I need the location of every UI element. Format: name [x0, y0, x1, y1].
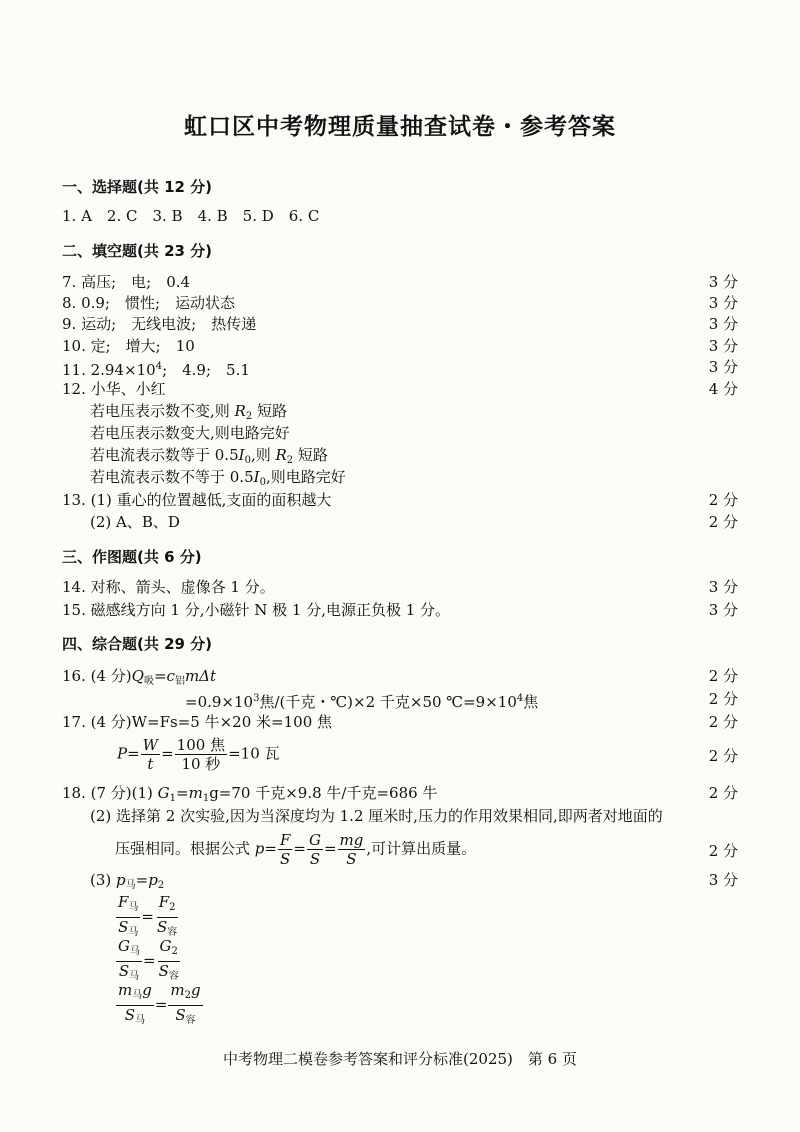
- score: 3 分: [708, 337, 738, 355]
- den-sub: 马: [129, 971, 140, 982]
- den: S: [118, 918, 129, 936]
- frac-den: 10 秒: [181, 755, 221, 773]
- section-heading-drawing: 三、作图题(共 6 分): [62, 548, 202, 566]
- score: 3 分: [708, 273, 738, 291]
- score: 2 分: [708, 842, 738, 860]
- answer-q10: [62, 335, 738, 357]
- num: m: [170, 981, 185, 999]
- q12-r2: R: [275, 446, 287, 464]
- answer-text: 14. 对称、箭头、虚像各 1 分。: [62, 578, 275, 596]
- q16-q-sub: 吸: [143, 676, 154, 687]
- frac-num: F: [279, 831, 291, 849]
- score: 2 分: [708, 667, 738, 685]
- q16-l2a: =0.9×10: [185, 693, 254, 711]
- num: F: [158, 893, 170, 911]
- num-sub: 马: [132, 990, 143, 1001]
- score: 2 分: [708, 784, 738, 802]
- answer-text: 10. 定; 增大; 10: [62, 337, 195, 355]
- answer-q18-line4: [62, 869, 738, 891]
- q17-res: =10 瓦: [228, 744, 280, 763]
- frac-num: W: [142, 736, 159, 754]
- q12-i: I: [238, 446, 245, 464]
- q12-l2: 若电压表示数变大,则电路完好: [90, 424, 290, 442]
- q18-g: G: [157, 784, 170, 802]
- q16-pre: 16. (4 分): [62, 667, 132, 685]
- q16-l2-exp2: 4: [516, 693, 524, 704]
- answer-q12-line2: [90, 422, 738, 444]
- q12-r2-sub: 2: [286, 455, 294, 466]
- q18-g-sub: 1: [169, 793, 177, 804]
- q16-l2-exp: 3: [253, 693, 260, 704]
- answer-q12-line3: [90, 444, 738, 466]
- q12-l3b: ,则: [250, 446, 276, 464]
- score: 3 分: [708, 315, 738, 333]
- den-sub: 马: [135, 1015, 146, 1026]
- num-sub: 2: [184, 990, 192, 1001]
- num: G: [159, 937, 172, 955]
- eq: =: [141, 907, 154, 926]
- q18-p: p: [254, 839, 265, 858]
- den: S: [158, 962, 169, 980]
- ratio-line-1: [115, 893, 180, 942]
- q16-eq: =: [153, 667, 167, 685]
- q16-l2c: 焦: [523, 693, 539, 711]
- num-sub: 2: [169, 902, 176, 913]
- answer-text: 8. 0.9; 惯性; 运动状态: [62, 294, 236, 312]
- fraction: [116, 981, 154, 1030]
- answer-q18-line1: [62, 782, 738, 804]
- frac-den: S: [280, 850, 291, 868]
- q12-l1a: 若电压表示数不变,则: [90, 402, 235, 420]
- num: G: [118, 937, 130, 955]
- num-sub: 马: [128, 902, 139, 913]
- eq: =: [154, 995, 168, 1014]
- answer-text: (2) A、B、D: [90, 513, 180, 531]
- q18-pre: 18. (7 分)(1): [62, 784, 158, 802]
- eq: =: [142, 951, 156, 970]
- answer-q15: [62, 599, 738, 621]
- den-sub: 容: [185, 1015, 196, 1026]
- num-g: g: [142, 981, 152, 999]
- q16-c-sub: 铝: [174, 676, 185, 687]
- q12-l3a: 若电流表示数等于 0.5: [90, 446, 239, 464]
- q18-m-sub: 1: [202, 793, 210, 804]
- q17-eq: =: [161, 744, 174, 763]
- den-sub: 容: [168, 971, 179, 982]
- q18-p1: p: [116, 871, 126, 889]
- q12-l4b: ,则电路完好: [265, 468, 346, 486]
- fraction: [307, 831, 323, 868]
- q12-l1b: 短路: [252, 402, 287, 420]
- q11-pre: 11. 2.94×10: [62, 361, 156, 379]
- answer-text: 7. 高压; 电; 0.4: [62, 273, 191, 291]
- q12-l3c: 短路: [293, 446, 328, 464]
- score: 2 分: [708, 690, 738, 708]
- score: 4 分: [708, 380, 738, 398]
- q11-exp: 4: [155, 361, 163, 372]
- q12-i-sub: 0: [244, 455, 251, 466]
- answer-q11: [62, 356, 738, 378]
- frac-num: mg: [339, 831, 364, 849]
- score: 2 分: [708, 491, 738, 509]
- fraction: [155, 893, 179, 942]
- answer-q13a: [62, 489, 738, 511]
- den: S: [175, 1006, 186, 1024]
- num: m: [118, 981, 133, 999]
- q18-l4pre: (3): [90, 871, 117, 889]
- ratio-line-3: [115, 981, 204, 1030]
- q18-eq: =: [176, 784, 189, 802]
- answer-q9: [62, 313, 738, 335]
- q11-post: ; 4.9; 5.1: [162, 361, 250, 379]
- ratio-line-2: [115, 937, 182, 986]
- section-heading-fill: 二、填空题(共 23 分): [62, 242, 213, 260]
- answer-text: 13. (1) 重心的位置越低,支面的面积越大: [62, 491, 332, 509]
- answer-q7: [62, 271, 738, 293]
- answer-q18-line3: [62, 831, 738, 868]
- q17-p: P=: [117, 744, 140, 763]
- num-g: g: [191, 981, 201, 999]
- fraction: [116, 937, 142, 986]
- den: S: [118, 962, 130, 980]
- answer-text: 15. 磁感线方向 1 分,小磁针 N 极 1 分,电源正负极 1 分。: [62, 601, 451, 619]
- num: F: [118, 893, 129, 911]
- q18-eq3: =: [323, 839, 337, 858]
- q18-l4eq: =: [135, 871, 149, 889]
- section-heading-comprehensive: 四、综合题(共 29 分): [62, 635, 213, 653]
- q18-l3a: 压强相同。根据公式: [115, 839, 255, 858]
- answer-q14: [62, 576, 738, 598]
- fraction: [141, 736, 160, 773]
- den: S: [157, 918, 168, 936]
- answer-text: 1. A 2. C 3. B 4. B 5. D 6. C: [62, 207, 320, 225]
- q16-l2b: 焦/(千克・℃)×2 千克×50 ℃=9×10: [259, 693, 517, 711]
- num-sub: 2: [171, 946, 178, 957]
- q18-m: m: [188, 784, 203, 802]
- q18-formula: [115, 831, 476, 868]
- answer-text: 12. 小华、小红: [62, 380, 166, 398]
- answer-q18-line2: [62, 805, 738, 827]
- page-title: 虹口区中考物理质量抽查试卷・参考答案: [184, 114, 616, 140]
- q18-l3b: ,可计算出质量。: [366, 839, 477, 858]
- frac-den: S: [309, 850, 321, 868]
- fraction: [338, 831, 366, 868]
- score: 2 分: [708, 513, 738, 531]
- num-sub: 马: [129, 946, 140, 957]
- q18-p2-sub: 2: [157, 880, 165, 891]
- q16-c: c: [166, 667, 175, 685]
- q18-post: g=70 千克×9.8 牛/千克=686 牛: [209, 784, 438, 802]
- answer-q13b: [62, 511, 738, 533]
- q12-l4a: 若电流表示数不等于 0.5: [90, 468, 254, 486]
- score: 3 分: [708, 578, 738, 596]
- q18-eq2: =: [293, 839, 306, 858]
- answer-q16-line1: [62, 665, 738, 687]
- fraction: [157, 937, 181, 986]
- fraction: [168, 981, 202, 1030]
- q16-q: Q: [131, 667, 144, 685]
- answer-q1-6: [62, 205, 738, 227]
- answer-q8: [62, 292, 738, 314]
- score: 3 分: [708, 294, 738, 312]
- fraction: [278, 831, 292, 868]
- q12-i2: I: [253, 468, 260, 486]
- q12-i2-sub: 0: [259, 477, 266, 488]
- answer-q12-line1: [90, 400, 738, 422]
- den-sub: 容: [167, 927, 178, 938]
- den: S: [124, 1006, 136, 1024]
- answer-q12-line4: [90, 466, 738, 488]
- score: 3 分: [708, 358, 738, 376]
- q12-r-sub: 2: [245, 411, 253, 422]
- answer-q16-line2: [62, 688, 738, 710]
- fraction: [116, 893, 140, 942]
- answer-q17-line2: [62, 736, 738, 773]
- score: 3 分: [708, 601, 738, 619]
- q18-p2: p: [148, 871, 158, 889]
- frac-den: S: [346, 850, 357, 868]
- answer-q12: [62, 378, 738, 400]
- fraction: [175, 736, 227, 773]
- answer-text: 9. 运动; 无线电波; 热传递: [62, 315, 257, 333]
- answer-text: 17. (4 分)W=Fs=5 牛×20 米=100 焦: [62, 713, 333, 731]
- frac-num: G: [308, 831, 321, 849]
- answer-text: (2) 选择第 2 次实验,因为当深度均为 1.2 厘米时,压力的作用效果相同,即两者对地面的: [90, 807, 663, 825]
- page-footer: 中考物理二模卷参考答案和评分标准(2025) 第 6 页: [223, 1050, 577, 1068]
- q12-r: R: [234, 402, 246, 420]
- section-heading-choice: 一、选择题(共 12 分): [62, 178, 213, 196]
- q16-rest: mΔt: [184, 667, 217, 685]
- frac-den: t: [147, 755, 154, 773]
- frac-num: 100 焦: [176, 736, 226, 754]
- score: 2 分: [708, 747, 738, 765]
- q18-p1-sub: 马: [125, 880, 136, 891]
- q17-formula: [117, 736, 280, 773]
- score: 2 分: [708, 713, 738, 731]
- q18-eq1: =: [264, 839, 277, 858]
- score: 3 分: [708, 871, 738, 889]
- answer-q17-line1: [62, 711, 738, 733]
- den-sub: 马: [128, 927, 139, 938]
